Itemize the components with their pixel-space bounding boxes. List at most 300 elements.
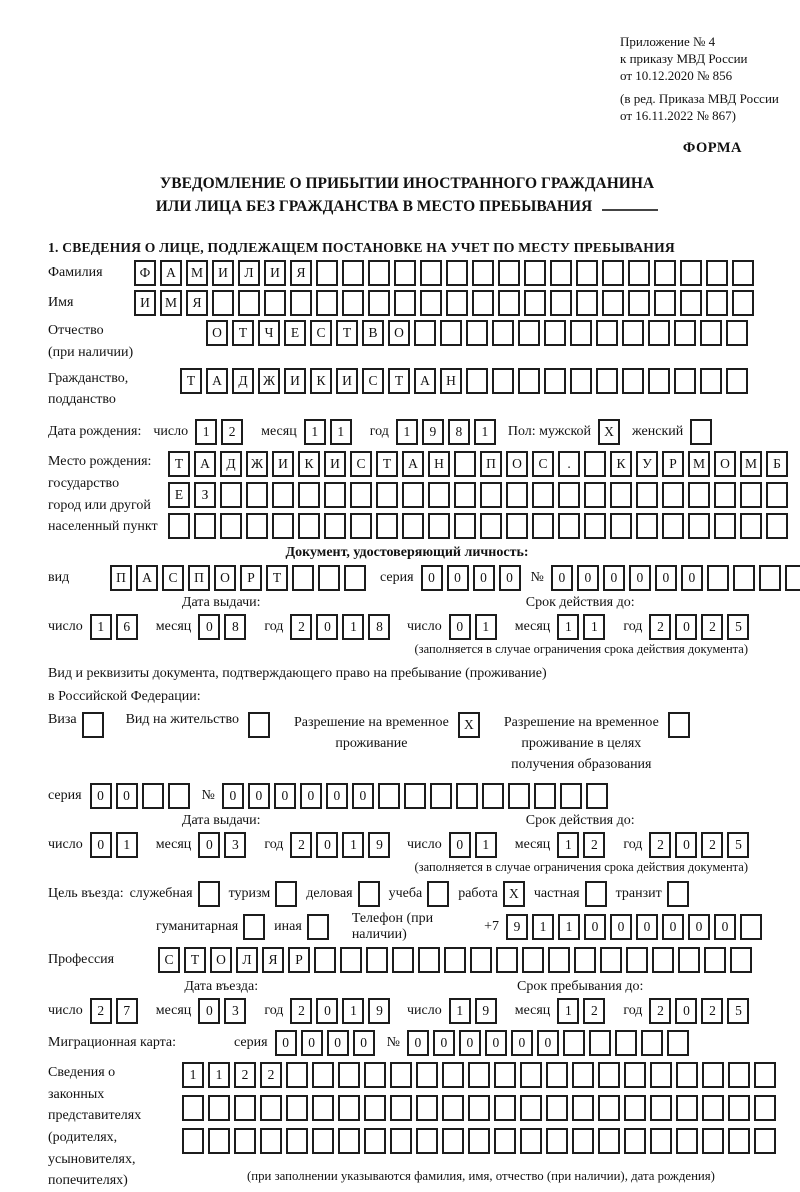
form-cell[interactable]: 9: [475, 998, 497, 1024]
form-cell[interactable]: 8: [368, 614, 390, 640]
form-cell[interactable]: 1: [342, 998, 364, 1024]
form-cell[interactable]: [674, 320, 696, 346]
form-cell[interactable]: [446, 290, 468, 316]
form-cell[interactable]: 9: [368, 998, 390, 1024]
form-cell[interactable]: [442, 1062, 464, 1088]
form-cell[interactable]: [420, 290, 442, 316]
form-cell[interactable]: [733, 565, 755, 591]
form-cell[interactable]: [182, 1095, 204, 1121]
form-cell[interactable]: [368, 260, 390, 286]
form-cell[interactable]: [728, 1128, 750, 1154]
form-cell[interactable]: Р: [240, 565, 262, 591]
form-cell[interactable]: [286, 1095, 308, 1121]
form-cell[interactable]: [628, 290, 650, 316]
form-cell[interactable]: П: [480, 451, 502, 477]
form-cell[interactable]: 0: [301, 1030, 323, 1056]
form-cell[interactable]: 2: [701, 998, 723, 1024]
form-cell[interactable]: С: [158, 947, 180, 973]
form-cell[interactable]: [622, 368, 644, 394]
form-cell[interactable]: Т: [184, 947, 206, 973]
form-cell[interactable]: Н: [440, 368, 462, 394]
form-cell[interactable]: А: [136, 565, 158, 591]
form-cell[interactable]: Ж: [246, 451, 268, 477]
form-cell[interactable]: 9: [368, 832, 390, 858]
form-cell[interactable]: [636, 482, 658, 508]
form-cell[interactable]: 1: [532, 914, 554, 940]
form-cell[interactable]: [338, 1128, 360, 1154]
form-cell[interactable]: [454, 451, 476, 477]
form-cell[interactable]: [418, 947, 440, 973]
form-cell[interactable]: [702, 1062, 724, 1088]
form-cell[interactable]: [726, 368, 748, 394]
form-cell[interactable]: 0: [485, 1030, 507, 1056]
form-cell[interactable]: [312, 1095, 334, 1121]
form-cell[interactable]: [468, 1128, 490, 1154]
purpose-work-checkbox[interactable]: X: [503, 881, 525, 907]
form-cell[interactable]: [338, 1062, 360, 1088]
form-cell[interactable]: 0: [449, 614, 471, 640]
form-cell[interactable]: 0: [584, 914, 606, 940]
form-cell[interactable]: [402, 482, 424, 508]
form-cell[interactable]: А: [206, 368, 228, 394]
form-cell[interactable]: 3: [224, 998, 246, 1024]
form-cell[interactable]: С: [350, 451, 372, 477]
form-cell[interactable]: [574, 947, 596, 973]
form-cell[interactable]: А: [414, 368, 436, 394]
form-cell[interactable]: [208, 1095, 230, 1121]
form-cell[interactable]: [586, 783, 608, 809]
form-cell[interactable]: [440, 320, 462, 346]
form-cell[interactable]: [674, 368, 696, 394]
form-cell[interactable]: С: [532, 451, 554, 477]
form-cell[interactable]: К: [298, 451, 320, 477]
form-cell[interactable]: [680, 260, 702, 286]
form-cell[interactable]: [570, 320, 592, 346]
form-cell[interactable]: [286, 1062, 308, 1088]
form-cell[interactable]: [392, 947, 414, 973]
form-cell[interactable]: [728, 1095, 750, 1121]
form-cell[interactable]: 8: [448, 419, 470, 445]
form-cell[interactable]: [492, 320, 514, 346]
form-cell[interactable]: [272, 513, 294, 539]
form-cell[interactable]: [650, 1062, 672, 1088]
form-cell[interactable]: [342, 290, 364, 316]
form-cell[interactable]: [700, 320, 722, 346]
form-cell[interactable]: 0: [327, 1030, 349, 1056]
form-cell[interactable]: [654, 290, 676, 316]
form-cell[interactable]: [286, 1128, 308, 1154]
form-cell[interactable]: [316, 260, 338, 286]
form-cell[interactable]: 1: [557, 998, 579, 1024]
form-cell[interactable]: [260, 1128, 282, 1154]
form-cell[interactable]: [442, 1128, 464, 1154]
form-cell[interactable]: 1: [449, 998, 471, 1024]
form-cell[interactable]: 0: [511, 1030, 533, 1056]
form-cell[interactable]: В: [362, 320, 384, 346]
form-cell[interactable]: 1: [342, 832, 364, 858]
form-cell[interactable]: [570, 368, 592, 394]
form-cell[interactable]: 0: [449, 832, 471, 858]
form-cell[interactable]: [246, 482, 268, 508]
form-cell[interactable]: 5: [727, 832, 749, 858]
form-cell[interactable]: [702, 1095, 724, 1121]
form-cell[interactable]: [624, 1095, 646, 1121]
form-cell[interactable]: [416, 1062, 438, 1088]
form-cell[interactable]: [312, 1128, 334, 1154]
form-cell[interactable]: Е: [168, 482, 190, 508]
form-cell[interactable]: [364, 1095, 386, 1121]
form-cell[interactable]: Т: [336, 320, 358, 346]
form-cell[interactable]: [732, 290, 754, 316]
form-cell[interactable]: 0: [473, 565, 495, 591]
form-cell[interactable]: Б: [766, 451, 788, 477]
form-cell[interactable]: 0: [537, 1030, 559, 1056]
form-cell[interactable]: М: [160, 290, 182, 316]
form-cell[interactable]: [732, 260, 754, 286]
form-cell[interactable]: [544, 320, 566, 346]
form-cell[interactable]: [785, 565, 800, 591]
form-cell[interactable]: [598, 1062, 620, 1088]
form-cell[interactable]: [340, 947, 362, 973]
form-cell[interactable]: 0: [316, 998, 338, 1024]
form-cell[interactable]: И: [134, 290, 156, 316]
form-cell[interactable]: [726, 320, 748, 346]
form-cell[interactable]: [506, 513, 528, 539]
form-cell[interactable]: [584, 451, 606, 477]
form-cell[interactable]: 0: [688, 914, 710, 940]
form-cell[interactable]: [338, 1095, 360, 1121]
form-cell[interactable]: [442, 1095, 464, 1121]
form-cell[interactable]: 0: [222, 783, 244, 809]
form-cell[interactable]: 1: [557, 614, 579, 640]
temp-permit-checkbox[interactable]: X: [458, 712, 480, 738]
form-cell[interactable]: [446, 260, 468, 286]
form-cell[interactable]: [636, 513, 658, 539]
form-cell[interactable]: [576, 260, 598, 286]
form-cell[interactable]: [454, 513, 476, 539]
form-cell[interactable]: [238, 290, 260, 316]
form-cell[interactable]: 0: [90, 832, 112, 858]
form-cell[interactable]: [472, 290, 494, 316]
form-cell[interactable]: 7: [116, 998, 138, 1024]
form-cell[interactable]: [494, 1095, 516, 1121]
form-cell[interactable]: 2: [583, 832, 605, 858]
form-cell[interactable]: А: [402, 451, 424, 477]
form-cell[interactable]: [707, 565, 729, 591]
form-cell[interactable]: М: [740, 451, 762, 477]
form-cell[interactable]: [212, 290, 234, 316]
form-cell[interactable]: [572, 1062, 594, 1088]
form-cell[interactable]: [260, 1095, 282, 1121]
form-cell[interactable]: [168, 513, 190, 539]
form-cell[interactable]: Р: [288, 947, 310, 973]
form-cell[interactable]: [520, 1095, 542, 1121]
form-cell[interactable]: [496, 947, 518, 973]
form-cell[interactable]: [598, 1128, 620, 1154]
form-cell[interactable]: [610, 513, 632, 539]
form-cell[interactable]: Т: [376, 451, 398, 477]
form-cell[interactable]: [584, 513, 606, 539]
form-cell[interactable]: [596, 368, 618, 394]
form-cell[interactable]: [182, 1128, 204, 1154]
form-cell[interactable]: [414, 320, 436, 346]
form-cell[interactable]: [394, 260, 416, 286]
form-cell[interactable]: С: [162, 565, 184, 591]
form-cell[interactable]: 0: [551, 565, 573, 591]
form-cell[interactable]: [472, 260, 494, 286]
form-cell[interactable]: Т: [180, 368, 202, 394]
form-cell[interactable]: [662, 513, 684, 539]
form-cell[interactable]: [428, 482, 450, 508]
purpose-official-checkbox[interactable]: [198, 881, 220, 907]
form-cell[interactable]: 0: [300, 783, 322, 809]
form-cell[interactable]: [700, 368, 722, 394]
form-cell[interactable]: [532, 513, 554, 539]
form-cell[interactable]: [626, 947, 648, 973]
form-cell[interactable]: [416, 1095, 438, 1121]
form-cell[interactable]: [688, 513, 710, 539]
form-cell[interactable]: [466, 320, 488, 346]
form-cell[interactable]: [368, 290, 390, 316]
form-cell[interactable]: Ч: [258, 320, 280, 346]
form-cell[interactable]: П: [110, 565, 132, 591]
form-cell[interactable]: 2: [701, 832, 723, 858]
form-cell[interactable]: Т: [388, 368, 410, 394]
form-cell[interactable]: 1: [116, 832, 138, 858]
form-cell[interactable]: [596, 320, 618, 346]
form-cell[interactable]: М: [688, 451, 710, 477]
form-cell[interactable]: 0: [629, 565, 651, 591]
form-cell[interactable]: [318, 565, 340, 591]
form-cell[interactable]: [350, 513, 372, 539]
form-cell[interactable]: [688, 482, 710, 508]
form-cell[interactable]: З: [194, 482, 216, 508]
form-cell[interactable]: 0: [675, 614, 697, 640]
form-cell[interactable]: [142, 783, 164, 809]
form-cell[interactable]: Д: [232, 368, 254, 394]
form-cell[interactable]: 2: [221, 419, 243, 445]
form-cell[interactable]: [766, 513, 788, 539]
form-cell[interactable]: [454, 482, 476, 508]
form-cell[interactable]: О: [206, 320, 228, 346]
form-cell[interactable]: 0: [675, 832, 697, 858]
purpose-transit-checkbox[interactable]: [667, 881, 689, 907]
form-cell[interactable]: [676, 1062, 698, 1088]
form-cell[interactable]: [480, 482, 502, 508]
form-cell[interactable]: 2: [260, 1062, 282, 1088]
form-cell[interactable]: [648, 368, 670, 394]
form-cell[interactable]: И: [212, 260, 234, 286]
form-cell[interactable]: [312, 1062, 334, 1088]
form-cell[interactable]: Т: [168, 451, 190, 477]
form-cell[interactable]: [615, 1030, 637, 1056]
form-cell[interactable]: 0: [198, 998, 220, 1024]
form-cell[interactable]: [498, 290, 520, 316]
temp-permit-edu-checkbox[interactable]: [668, 712, 690, 738]
form-cell[interactable]: 0: [433, 1030, 455, 1056]
form-cell[interactable]: Л: [236, 947, 258, 973]
form-cell[interactable]: [680, 290, 702, 316]
purpose-private-checkbox[interactable]: [585, 881, 607, 907]
form-cell[interactable]: 2: [583, 998, 605, 1024]
form-cell[interactable]: [492, 368, 514, 394]
form-cell[interactable]: [759, 565, 781, 591]
form-cell[interactable]: [714, 482, 736, 508]
form-cell[interactable]: [702, 1128, 724, 1154]
form-cell[interactable]: [264, 290, 286, 316]
form-cell[interactable]: [444, 947, 466, 973]
form-cell[interactable]: [650, 1095, 672, 1121]
form-cell[interactable]: 5: [727, 998, 749, 1024]
form-cell[interactable]: [576, 290, 598, 316]
form-cell[interactable]: Я: [290, 260, 312, 286]
form-cell[interactable]: [416, 1128, 438, 1154]
form-cell[interactable]: [298, 513, 320, 539]
form-cell[interactable]: 0: [714, 914, 736, 940]
form-cell[interactable]: 0: [274, 783, 296, 809]
form-cell[interactable]: 0: [655, 565, 677, 591]
form-cell[interactable]: 2: [701, 614, 723, 640]
form-cell[interactable]: [520, 1062, 542, 1088]
form-cell[interactable]: 1: [208, 1062, 230, 1088]
form-cell[interactable]: 0: [499, 565, 521, 591]
form-cell[interactable]: [589, 1030, 611, 1056]
visa-checkbox[interactable]: [82, 712, 104, 738]
form-cell[interactable]: [754, 1128, 776, 1154]
form-cell[interactable]: О: [506, 451, 528, 477]
form-cell[interactable]: [524, 290, 546, 316]
form-cell[interactable]: [730, 947, 752, 973]
form-cell[interactable]: [678, 947, 700, 973]
form-cell[interactable]: О: [388, 320, 410, 346]
form-cell[interactable]: 0: [248, 783, 270, 809]
form-cell[interactable]: [572, 1095, 594, 1121]
form-cell[interactable]: [754, 1062, 776, 1088]
form-cell[interactable]: 1: [90, 614, 112, 640]
form-cell[interactable]: [316, 290, 338, 316]
form-cell[interactable]: [466, 368, 488, 394]
purpose-other-checkbox[interactable]: [307, 914, 329, 940]
form-cell[interactable]: [482, 783, 504, 809]
purpose-tourism-checkbox[interactable]: [275, 881, 297, 907]
form-cell[interactable]: 0: [90, 783, 112, 809]
form-cell[interactable]: [420, 260, 442, 286]
form-cell[interactable]: [546, 1128, 568, 1154]
form-cell[interactable]: [600, 947, 622, 973]
form-cell[interactable]: [624, 1128, 646, 1154]
form-cell[interactable]: [364, 1062, 386, 1088]
form-cell[interactable]: [394, 290, 416, 316]
form-cell[interactable]: Я: [186, 290, 208, 316]
form-cell[interactable]: [498, 260, 520, 286]
form-cell[interactable]: [234, 1128, 256, 1154]
form-cell[interactable]: [654, 260, 676, 286]
form-cell[interactable]: [246, 513, 268, 539]
form-cell[interactable]: 8: [224, 614, 246, 640]
form-cell[interactable]: [602, 260, 624, 286]
form-cell[interactable]: 3: [224, 832, 246, 858]
form-cell[interactable]: 0: [116, 783, 138, 809]
form-cell[interactable]: [520, 1128, 542, 1154]
form-cell[interactable]: 1: [475, 832, 497, 858]
form-cell[interactable]: [314, 947, 336, 973]
form-cell[interactable]: 5: [727, 614, 749, 640]
form-cell[interactable]: А: [160, 260, 182, 286]
form-cell[interactable]: 0: [447, 565, 469, 591]
form-cell[interactable]: [754, 1095, 776, 1121]
form-cell[interactable]: 1: [475, 614, 497, 640]
form-cell[interactable]: [220, 482, 242, 508]
form-cell[interactable]: [563, 1030, 585, 1056]
form-cell[interactable]: 0: [459, 1030, 481, 1056]
form-cell[interactable]: [544, 368, 566, 394]
form-cell[interactable]: [456, 783, 478, 809]
form-cell[interactable]: [766, 482, 788, 508]
form-cell[interactable]: [706, 260, 728, 286]
form-cell[interactable]: 0: [198, 614, 220, 640]
form-cell[interactable]: [650, 1128, 672, 1154]
form-cell[interactable]: [667, 1030, 689, 1056]
form-cell[interactable]: [272, 482, 294, 508]
form-cell[interactable]: [522, 947, 544, 973]
form-cell[interactable]: [550, 290, 572, 316]
form-cell[interactable]: [404, 783, 426, 809]
form-cell[interactable]: 0: [577, 565, 599, 591]
form-cell[interactable]: 0: [421, 565, 443, 591]
form-cell[interactable]: [532, 482, 554, 508]
form-cell[interactable]: 0: [603, 565, 625, 591]
form-cell[interactable]: [558, 482, 580, 508]
form-cell[interactable]: [546, 1095, 568, 1121]
form-cell[interactable]: 1: [583, 614, 605, 640]
form-cell[interactable]: [324, 482, 346, 508]
form-cell[interactable]: [494, 1062, 516, 1088]
form-cell[interactable]: [350, 482, 372, 508]
form-cell[interactable]: [740, 513, 762, 539]
form-cell[interactable]: [518, 368, 540, 394]
form-cell[interactable]: [292, 565, 314, 591]
form-cell[interactable]: .: [558, 451, 580, 477]
form-cell[interactable]: [378, 783, 400, 809]
form-cell[interactable]: П: [188, 565, 210, 591]
form-cell[interactable]: 1: [557, 832, 579, 858]
form-cell[interactable]: А: [194, 451, 216, 477]
form-cell[interactable]: С: [310, 320, 332, 346]
form-cell[interactable]: [676, 1095, 698, 1121]
form-cell[interactable]: [610, 482, 632, 508]
form-cell[interactable]: [342, 260, 364, 286]
form-cell[interactable]: 1: [474, 419, 496, 445]
form-cell[interactable]: 2: [290, 832, 312, 858]
sex-female-checkbox[interactable]: [690, 419, 712, 445]
form-cell[interactable]: [168, 783, 190, 809]
form-cell[interactable]: 1: [182, 1062, 204, 1088]
form-cell[interactable]: [524, 260, 546, 286]
form-cell[interactable]: О: [214, 565, 236, 591]
form-cell[interactable]: [628, 260, 650, 286]
form-cell[interactable]: [290, 290, 312, 316]
form-cell[interactable]: [728, 1062, 750, 1088]
form-cell[interactable]: [652, 947, 674, 973]
form-cell[interactable]: [430, 783, 452, 809]
form-cell[interactable]: [662, 482, 684, 508]
form-cell[interactable]: [468, 1062, 490, 1088]
form-cell[interactable]: [376, 482, 398, 508]
form-cell[interactable]: 2: [290, 614, 312, 640]
form-cell[interactable]: С: [362, 368, 384, 394]
form-cell[interactable]: [572, 1128, 594, 1154]
form-cell[interactable]: [706, 290, 728, 316]
